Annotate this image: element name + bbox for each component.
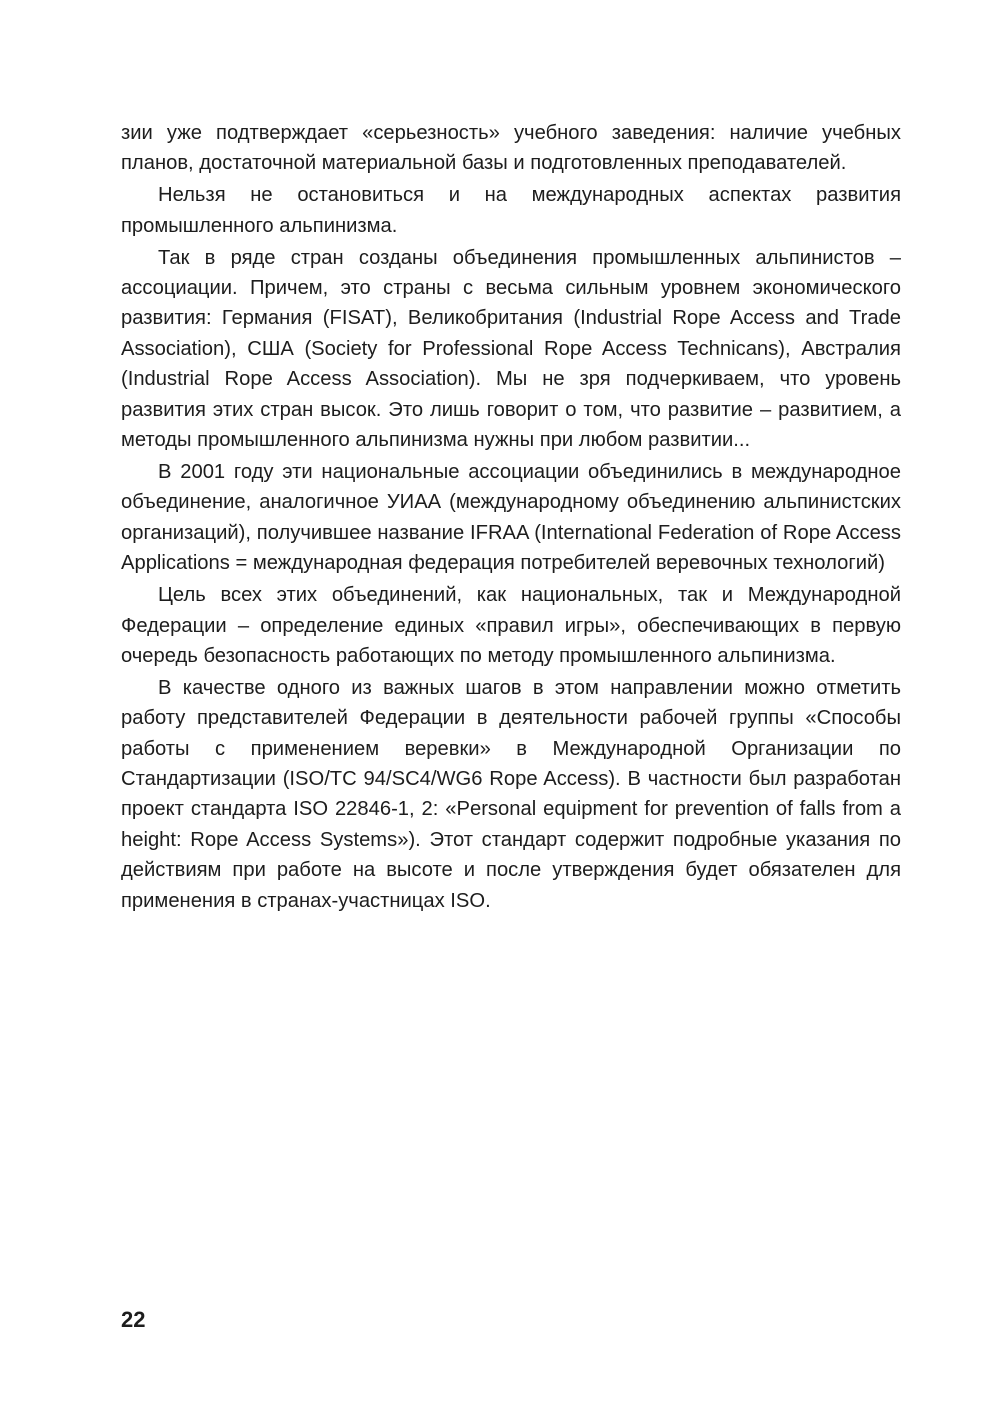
paragraph: В 2001 году эти национальные ассоциации объединились в международное объединение, аналогичное УИАА (международному объединению альпинистских организаций), получившее название IFRAA (International Federation of Rope Access Applications = международная федерация потребителей веревочных технологий)	[121, 460, 901, 575]
body-text	[121, 118, 901, 918]
paragraph: Так в ряде стран созданы объединения промышленных альпинистов – ассоциации. Причем, это страны с весьма сильным уровнем экономического развития: Германия (FISAT), Великобритания (Industrial Rope Access and Trade Association), США (Society for Professional Rope Access Technicans), Австралия (Industrial Rope Access Association). Мы не зря подчеркиваем, что уровень развития этих стран высок. Это лишь говорит о том, что развитие – развитием, а методы промышленного альпинизма нужны при любом развитии...	[121, 246, 901, 452]
paragraph: Цель всех этих объединений, как национальных, так и Международной Федерации – определение единых «правил игры», обеспечивающих в первую очередь безопасность работающих по методу промышленного альпинизма.	[121, 584, 901, 667]
paragraph-continued: зии уже подтверждает «серьезность» учебного заведения: наличие учебных планов, достаточной материальной базы и подготовленных преподавателей.	[121, 122, 901, 175]
paragraph: Нельзя не остановиться и на международных аспектах развития промышленного альпинизма.	[121, 184, 901, 237]
page-number: 22	[121, 1307, 146, 1332]
paragraph: В качестве одного из важных шагов в этом направлении можно отметить работу представителей Федерации в деятельности рабочей группы «Способы работы с применением веревки» в Международной Организации по Стандартизации (ISO/TC 94/SC4/WG6 Rope Access). В частности был разработан проект стандарта ISO 22846-1, 2: «Personal equipment for prevention of falls from a height: Rope Access Systems»). Этот стандарт содержит подробные указания по действиям при работе на высоте и после утверждения будет обязателен для применения в странах-участницах ISO.	[121, 676, 901, 912]
